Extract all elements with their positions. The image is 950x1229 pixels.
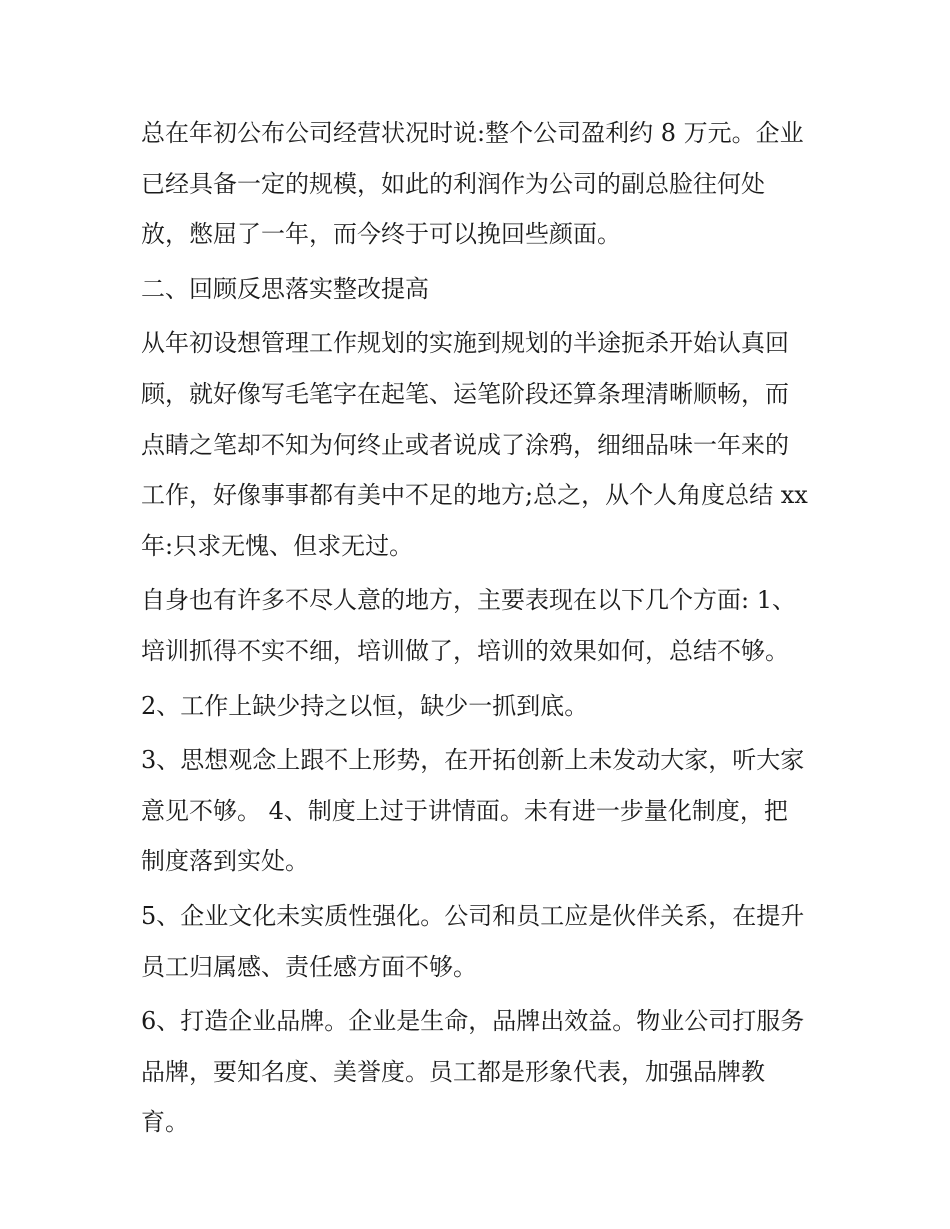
list-item-5: 5、企业文化未实质性强化。公司和员工应是伙伴关系，在提升员工归属感、责任感方面不够。 — [141, 901, 805, 981]
list-item-2: 2、工作上缺少持之以恒，缺少一抓到底。 — [141, 691, 589, 720]
section-heading-review: 二、回顾反思落实整改提高 — [141, 274, 429, 303]
list-item-3-4: 3、思想观念上跟不上形势，在开拓创新上未发动大家，听大家意见不够。 4、制度上过于讲情面。未有进一步量化制度，把制度落到实处。 — [141, 746, 805, 876]
paragraph-planning-review: 从年初设想管理工作规划的实施到规划的半途扼杀开始认真回顾，就好像写毛笔字在起笔、运笔阶段还算条理清晰顺畅，而点睛之笔却不知为何终止或者说成了涂鸦，细细品味一年来的工作，好像事事都有美中不足的地方;总之，从个人角度总结 xx 年:只求无愧、但求无过。 — [141, 329, 808, 560]
paragraph-profit-summary: 总在年初公布公司经营状况时说:整个公司盈利约 8 万元。企业已经具备一定的规模，如此的利润作为公司的副总脸往何处放，憋屈了一年，而今终于可以挽回些颜面。 — [141, 119, 804, 249]
list-item-6: 6、打造企业品牌。企业是生命，品牌出效益。物业公司打服务品牌，要知名度、美誉度。员工都是形象代表，加强品牌教育。 — [141, 1007, 805, 1137]
paragraph-shortcomings: 自身也有许多不尽人意的地方，主要表现在以下几个方面: 1、培训抓得不实不细，培训做了，培训的效果如何，总结不够。 — [141, 586, 796, 665]
document-body — [141, 108, 811, 1152]
